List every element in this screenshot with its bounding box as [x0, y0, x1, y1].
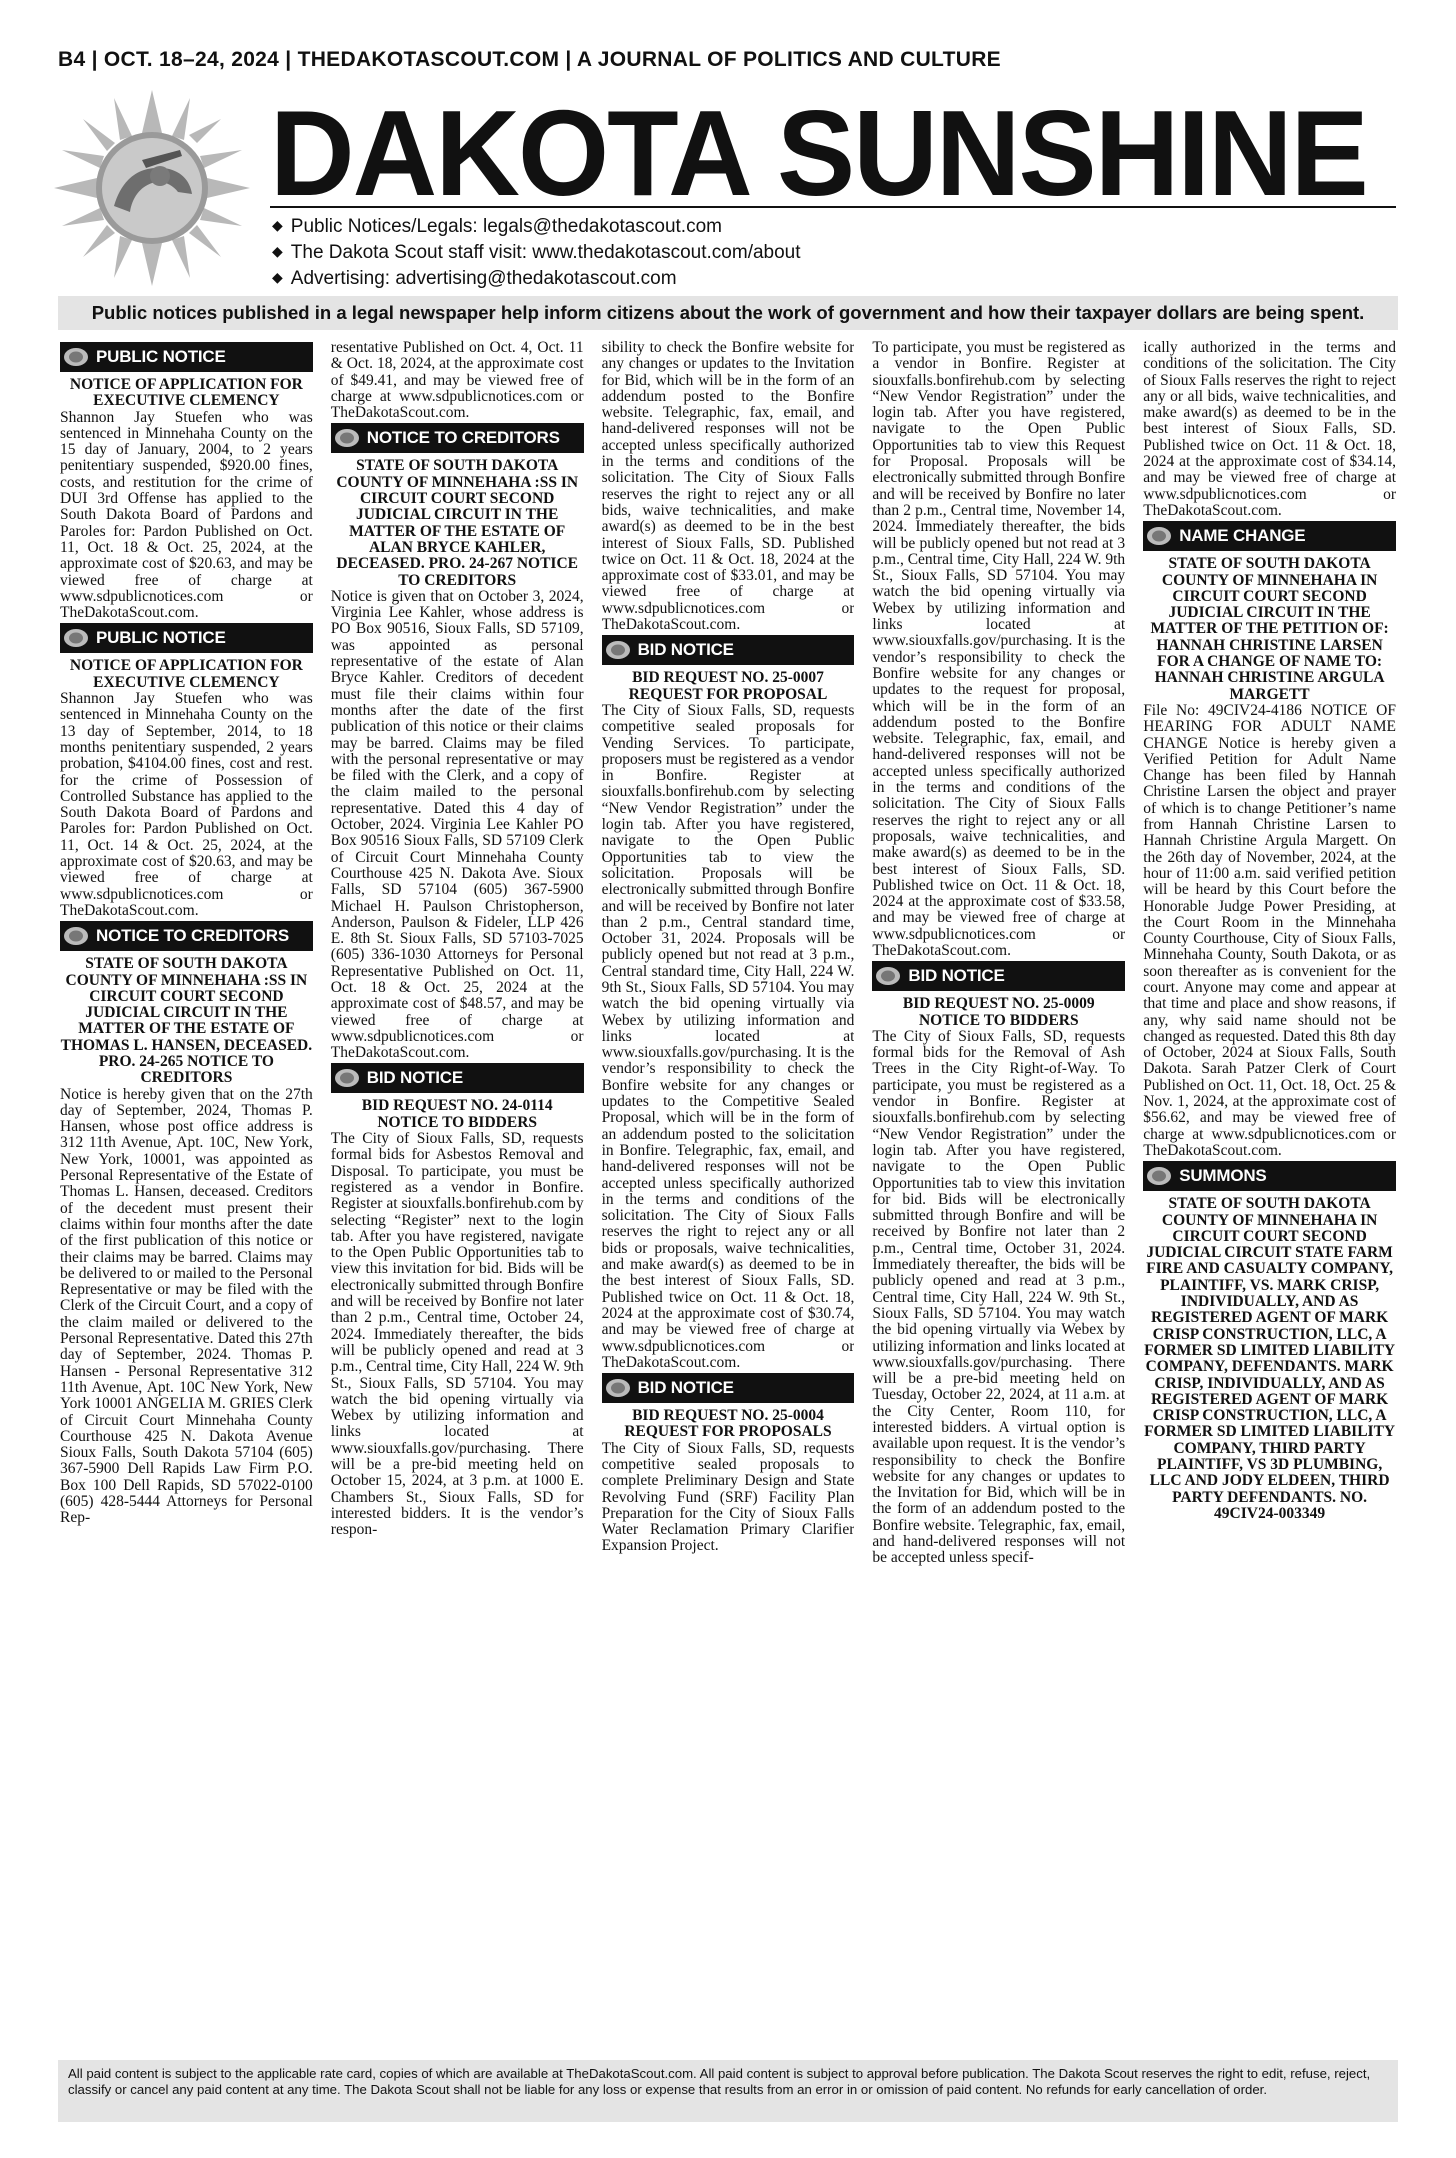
notice-body: ically authorized in the terms and conditions of the solicitation. The City of Sioux Falls reserves the right to reject any or all bids, waive technicalities, and make award(s) as deemed to be in the best interest of Sioux Falls, SD. Published twice on Oct. 11 & Oct. 18, 2024 at the approximate cost of $34.14, and may be viewed free of charge at www.sdpublicnotices.com or TheDakotaScout.com.	[1143, 340, 1396, 519]
notice-body: The City of Sioux Falls, SD, requests formal bids for Asbestos Removal and Disposal. To participate, you must be registered as a vendor in Bonfire. Register at siouxfalls.bonfirehub.com by selecting “Register” next to the login tab. After you have registered, navigate to the Open Public Opportunities tab to view this invitation for bid. Bids will be electronically submitted through Bonfire and will be received by Bonfire not later than 2 p.m., Central time, October 24, 2024. Immediately thereafter, the bids will be publicly opened and read at 3 p.m., Central time, City Hall, 224 W. 9th St., Sioux Falls, SD 57104. You may watch the bid opening virtually via Webex by utilizing information and links located at www.siouxfalls.gov/purchasing. There will be a pre-bid meeting held on October 15, 2024, at 3 p.m. at 1000 E. Chambers St., Sioux Falls, SD for interested bidders. It is the vendor’s respon-	[330, 1130, 584, 1539]
masthead-rule	[270, 206, 1396, 208]
column-3	[602, 340, 855, 2052]
notice-title: NOTICE OF APPLICATION FOR EXECUTIVE CLEMENCY	[69, 657, 303, 691]
column-4	[872, 340, 1125, 2052]
notice-body: resentative Published on Oct. 4, Oct. 11 & Oct. 18, 2024, at the approximate cost of $49.41, and may be viewed free of charge at www.sdpublicnotices.com or TheDakotaScout.com.	[330, 340, 584, 422]
notice-body: To participate, you must be registered as a vendor in Bonfire. Register at siouxfalls.bonfirehub.com by selecting “New Vendor Registration” under the login tab. After you have registered, navigate to the Open Public Opportunities tab to view this Request for Proposal. Proposals will be electronically submitted through Bonfire and will be received by Bonfire no later than 2 p.m., Central time, November 14, 2024. Immediately thereafter, the bids will be publicly opened but not read at 3 p.m., Central time, City Hall, 224 W. 9th St., Sioux Falls, SD 57104. You may watch the bid opening virtually via Webex by utilizing information and links located at www.siouxfalls.gov/purchasing. It is the vendor’s responsibility to check the Bonfire website for any changes or updates to the request for proposal, which will be in the form of an addendum posted to the Bonfire website. Telegraphic, fax, email, and hand-delivered responses will not be accepted unless specifically authorized in the terms and conditions of the solicitation. The City of Sioux Falls reserves the right to reject any or all proposals, waive technicalities, and make award(s) as deemed to be in the best interest of Sioux Falls, SD. Published twice on Oct. 11 & Oct. 18, 2024 at the approximate cost of $33.58, and may be viewed free of charge at www.sdpublicnotices.com or TheDakotaScout.com.	[872, 340, 1126, 959]
section-header	[602, 635, 855, 665]
sun-badge-icon	[331, 426, 363, 450]
sun-badge-icon	[60, 924, 92, 948]
section-header-label: PUBLIC NOTICE	[96, 628, 226, 648]
section-header	[1143, 521, 1396, 551]
notice-title: BID REQUEST NO. 25-0007 REQUEST FOR PROPOSAL	[628, 669, 828, 703]
section-header	[872, 961, 1125, 991]
section-header-label: BID NOTICE	[637, 1378, 734, 1398]
notice-body: sibility to check the Bonfire website for any changes or updates to the Invitation for Bid, which will be in the form of an addendum posted to the Bonfire website. Telegraphic, fax, email, and hand-delivered responses will not be accepted unless specifically authorized in the terms and conditions of the solicitation. The City of Sioux Falls reserves the right to reject any or all bids, waive technicalities, and make award(s) as deemed to be in the best interest of Sioux Falls, SD. Published twice on Oct. 11 & Oct. 18, 2024 at the approximate cost of $33.01, and may be viewed free of charge at www.sdpublicnotices.com or TheDakotaScout.com.	[601, 340, 855, 634]
masthead-title: DAKOTA SUNSHINE	[270, 85, 1367, 221]
section-header	[602, 1373, 855, 1403]
notice-title: BID REQUEST NO. 25-0009 NOTICE TO BIDDERS	[902, 995, 1095, 1029]
column-2	[331, 340, 584, 2052]
notice-block	[60, 921, 313, 1526]
notice-title: STATE OF SOUTH DAKOTA COUNTY OF MINNEHAHA :SS IN CIRCUIT COURT SECOND JUDICIAL CIRCUIT IN THE MATTER OF THE ESTATE OF ALAN BRYCE KAHLER, DECEASED. PRO. 24-267 NOTICE TO CREDITORS	[336, 457, 579, 589]
sun-badge-icon	[602, 1376, 634, 1400]
section-header-label: NOTICE TO CREDITORS	[366, 428, 560, 448]
notice-block	[331, 1063, 584, 1538]
notice-body: The City of Sioux Falls, SD, requests formal bids for the Removal of Ash Trees in the City Right-of-Way. To participate, you must be registered as a vendor in Bonfire. Register at siouxfalls.bonfirehub.com by selecting “New Vendor Registration” under the login tab. After you have registered, navigate to the Open Public Opportunities tab to view this invitation for bid. Bids will be electronically submitted through Bonfire and will be received by Bonfire not later than 2 p.m., Central time, October 31, 2024. Immediately thereafter, the bids will be publicly opened and read at 3 p.m., Central time, City Hall, 224 W. 9th St., Sioux Falls, SD 57104. You may watch the bid opening virtually via Webex by utilizing information and links located at www.siouxfalls.gov/purchasing. There will be a pre-bid meeting held on Tuesday, October 22, 2024, at 11 a.m. at the City Center, Room 110, for interested bidders. A virtual option is available upon request. It is the vendor’s responsibility to check the Bonfire website for any changes or updates to the Invitation for Bid, which will be in the form of an addendum posted to the Bonfire website. Telegraphic, fax, email, and hand-delivered responses will not be accepted unless specif-	[872, 1027, 1126, 1567]
tagline-banner: Public notices published in a legal newspaper help inform citizens about the work of government and how their taxpayer dollars are being spent.	[58, 296, 1398, 330]
notice-block	[602, 635, 855, 1371]
section-header-label: NAME CHANGE	[1179, 526, 1306, 546]
sun-badge-icon	[60, 626, 92, 650]
sun-badge-icon	[602, 638, 634, 662]
notice-body: Notice is given that on October 3, 2024, Virginia Lee Kahler, whose address is PO Box 90516, Sioux Falls, SD 57109, was appointed as personal representative of the estate of Alan Bryce Kahler. Creditors of decedent must file their claims within four months after the date of the first publication of this notice or their claims may be barred. Claims may be filed with the personal representative or may be filed with the Clerk, and a copy of the claim mailed to the personal representative. Dated this 4 day of October, 2024. Virginia Lee Kahler PO Box 90516 Sioux Falls, SD 57109 Clerk of Circuit Court Minnehaha County Courthouse 425 N. Dakota Ave. Sioux Falls, SD 57104 (605) 367-5900 Michael H. Paulson Christopherson, Anderson, Paulson & Fideler, LLP 426 E. 8th St. Sioux Falls, SD 57103-7025 (605) 336-1030 Attorneys for Personal Representative Published on Oct. 11, Oct. 18 & Oct. 25, 2024 at the approximate cost of $48.57, and may be viewed free of charge at www.sdpublicnotices.com or TheDakotaScout.com.	[330, 587, 584, 1062]
section-header	[60, 623, 313, 653]
notice-title: STATE OF SOUTH DAKOTA COUNTY OF MINNEHAHA IN CIRCUIT COURT SECOND JUDICIAL CIRCUIT IN THE MATTER OF THE PETITION OF: HANNAH CHRISTINE LARSEN FOR A CHANGE OF NAME TO: HANNAH CHRISTINE ARGULA MARGETT	[1150, 555, 1389, 703]
notice-title: BID REQUEST NO. 25-0004 REQUEST FOR PROPOSALS	[624, 1407, 832, 1441]
page-header-line: B4 | OCT. 18–24, 2024 | THEDAKOTASCOUT.COM | A JOURNAL OF POLITICS AND CULTURE	[58, 48, 1001, 71]
contact-staff: ◆ The Dakota Scout staff visit: www.thedakotascout.com/about	[272, 240, 801, 266]
notice-block	[60, 342, 313, 621]
section-header	[1143, 1161, 1396, 1191]
notice-block	[1143, 1161, 1396, 1522]
footer-disclaimer: All paid content is subject to the applicable rate card, copies of which are available at TheDakotaScout.com. All paid content is subject to approval before publication. The Dakota Scout reserves the right to edit, refuse, reject, classify or cancel any paid content at any time. The Dakota Scout shall not be liable for any loss or expense that results from an error in or omission of paid content. No refunds for early cancellation of order.	[58, 2060, 1398, 2122]
contact-advertising: ◆ Advertising: advertising@thedakotascout.com	[272, 266, 801, 292]
section-header-label: PUBLIC NOTICE	[96, 347, 226, 366]
sun-badge-icon	[1143, 524, 1175, 548]
notice-block	[331, 340, 584, 421]
section-header-label: NOTICE TO CREDITORS	[96, 926, 289, 946]
section-header	[60, 342, 313, 372]
notice-title: STATE OF SOUTH DAKOTA COUNTY OF MINNEHAHA :SS IN CIRCUIT COURT SECOND JUDICIAL CIRCUIT IN THE MATTER OF THE ESTATE OF THOMAS L. HANSEN, DECEASED. PRO. 24-265 NOTICE TO CREDITORS	[60, 955, 313, 1087]
notice-block	[602, 1373, 855, 1555]
notice-title: NOTICE OF APPLICATION FOR EXECUTIVE CLEMENCY	[69, 376, 303, 410]
notice-body: The City of Sioux Falls, SD, requests competitive sealed proposals to complete Preliminary Design and State Revolving Fund (SRF) Facility Plan Preparation for the City of Sioux Falls Water Reclamation Primary Clarifier Expansion Project.	[601, 1439, 855, 1555]
contact-list	[272, 214, 801, 292]
notice-block	[60, 623, 313, 919]
notice-body: Shannon Jay Stuefen who was sentenced in Minnehaha County on the 15 day of January, 2004, to 2 years penitentiary suspended, $920.00 fines, costs, and restitution for the crime of DUI 3rd Offense has applied to the South Dakota Board of Pardons and Paroles for: Pardon Published on Oct. 11, Oct. 18 & Oct. 25, 2024, at the approximate cost of $20.63, and may be viewed free of charge at www.sdpublicnotices.com or TheDakotaScout.com.	[60, 408, 313, 622]
section-header-label: BID NOTICE	[366, 1068, 464, 1088]
notice-title: BID REQUEST NO. 24-0114 NOTICE TO BIDDERS	[361, 1097, 553, 1131]
notice-block	[331, 423, 584, 1061]
notice-block	[1143, 340, 1396, 519]
column-5	[1143, 340, 1396, 2052]
notice-columns	[60, 340, 1396, 2052]
notice-block	[872, 340, 1125, 959]
notice-body: File No: 49CIV24-4186 NOTICE OF HEARING FOR ADULT NAME CHANGE Notice is hereby given a Verified Petition for Adult Name Change has been filed by Hannah Christine Larsen the object and prayer of which is to change Petitioner’s name from Hannah Christine Larsen to Hannah Christine Argula Margett. On the 26th day of November, 2024, at the hour of 11:00 a.m. said verified petition will be heard by this Court before the Honorable Judge Power Presiding, at the Court Room in the Minnehaha County Courthouse, City of Sioux Falls, Minnehaha County, South Dakota, or as soon thereafter as is convenient for the court. Anyone may come and appear at that time and place and show reasons, if any, why said name should not be changed as requested. Dated this 8th day of October, 2024 at Sioux Falls, South Dakota. Sarah Patzer Clerk of Court Published on Oct. 11, Oct. 18, Oct. 25 & Nov. 1, 2024, at the approximate cost of $56.62, and may be viewed free of charge at www.sdpublicnotices.com or TheDakotaScout.com.	[1143, 701, 1396, 1159]
contact-legals: ◆ Public Notices/Legals: legals@thedakotascout.com	[272, 214, 801, 240]
column-1	[60, 340, 313, 2052]
sun-badge-icon	[1143, 1164, 1175, 1188]
sun-badge-icon	[331, 1066, 363, 1090]
notice-body: Notice is hereby given that on the 27th day of September, 2024, Thomas P. Hansen, whose post office address is 312 11th Avenue, Apt. 10C, New York, New York, 10001, was appointed as Personal Representative of the Estate of Thomas L. Hansen, deceased. Creditors of the decedent must present their claims within four months after the date of the first publication of this notice or their claims may be barred. Claims may be delivered to or mailed to the Personal Representative or may be filed with the Clerk of the Circuit Court, and a copy of the claim mailed or delivered to the Personal Representative. Dated this 27th day of September, 2024. Thomas P. Hansen - Personal Representative 312 11th Avenue, Apt. 10C New York, New York 10001 ANGELIA M. GRIES Clerk of Circuit Court Minnehaha County Courthouse 425 N. Dakota Avenue Sioux Falls, South Dakota 57104 (605) 367-5900 Dell Rapids Law Firm P.O. Box 100 Dell Rapids, SD 57022-0100 (605) 428-5444 Attorneys for Personal Rep-	[60, 1085, 313, 1527]
sun-emblem-icon	[52, 88, 252, 288]
sun-badge-icon	[872, 964, 904, 988]
section-header	[60, 921, 313, 951]
notice-body: The City of Sioux Falls, SD, requests competitive sealed proposals for Vending Services. To participate, proposers must be registered as a vendor in Bonfire. Register at siouxfalls.bonfirehub.com by selecting “New Vendor Registration” under the login tab. After you have registered, navigate to the Open Public Opportunities tab to view the solicitation. Proposals will be electronically submitted through Bonfire and will be received by Bonfire not later than 2 p.m., Central standard time, October 31, 2024. Proposals will be publicly opened but not read at 3 p.m., Central standard time, City Hall, 224 W. 9th St., Sioux Falls, SD 57104. You may watch the bid opening virtually via Webex by utilizing information and links located at www.siouxfalls.gov/purchasing. It is the vendor’s responsibility to check the Bonfire website for any changes or updates to the Competitive Sealed Proposal, which will be in the form of an addendum posted to the solicitation in Bonfire. Telegraphic, fax, email, and hand-delivered responses will not be accepted unless specifically authorized in the terms and conditions of the solicitation. The City of Sioux Falls reserves the right to reject any or all bids or proposals, waive technicalities, and make award(s) as deemed to be in the best interest of Sioux Falls, SD. Published twice on Oct. 11 & Oct. 18, 2024 at the approximate cost of $30.74, and may be viewed free of charge at www.sdpublicnotices.com or TheDakotaScout.com.	[601, 701, 855, 1371]
sun-badge-icon	[60, 345, 92, 369]
notice-block	[872, 961, 1125, 1566]
section-header-label: SUMMONS	[1179, 1166, 1267, 1186]
section-header-label: BID NOTICE	[908, 966, 1005, 986]
section-header	[331, 423, 584, 453]
section-header	[331, 1063, 584, 1093]
notice-body: Shannon Jay Stuefen who was sentenced in Minnehaha County on the 13 day of September, 2014, to 18 months penitentiary suspended, 2 years probation, $4104.00 fines, cost and rest. for the crime of Possession of Controlled Substance has applied to the South Dakota Board of Pardons and Paroles for: Pardon Published on Oct. 11, Oct. 14 & Oct. 25, 2024, at the approximate cost of $20.63, and may be viewed free of charge at www.sdpublicnotices.com or TheDakotaScout.com.	[60, 690, 313, 919]
notice-block	[602, 340, 855, 633]
notice-block	[1143, 521, 1396, 1159]
notice-title: STATE OF SOUTH DAKOTA COUNTY OF MINNEHAHA IN CIRCUIT COURT SECOND JUDICIAL CIRCUIT STATE FARM FIRE AND CASUALTY COMPANY, PLAINTIFF, VS. MARK CRISP, INDIVIDUALLY, AND AS REGISTERED AGENT OF MARK CRISP CONSTRUCTION, LLC, A FORMER SD LIMITED LIABILITY COMPANY, DEFENDANTS. MARK CRISP, INDIVIDUALLY, AND AS REGISTERED AGENT OF MARK CRISP CONSTRUCTION, LLC, A FORMER SD LIMITED LIABILITY COMPANY, THIRD PARTY PLAINTIFF, VS 3D PLUMBING, LLC AND JODY ELDEEN, THIRD PARTY DEFENDANTS. NO. 49CIV24-003349	[1144, 1195, 1396, 1522]
section-header-label: BID NOTICE	[637, 640, 734, 660]
